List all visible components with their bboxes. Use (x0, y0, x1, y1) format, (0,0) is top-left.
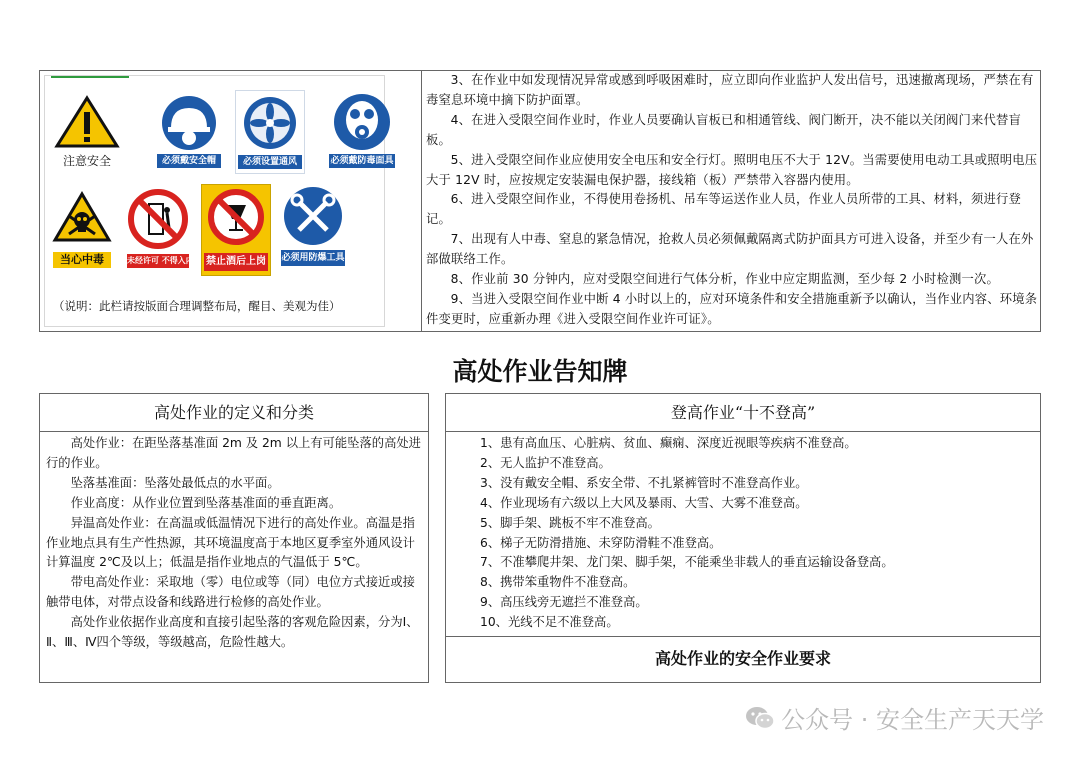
confined-space-table (39, 70, 1041, 332)
skull-warning-icon (51, 190, 113, 244)
definition-paragraph: 带电高处作业：采取地（零）电位或等（同）电位方式接近或接触带电体，对带点设备和线路进行检修的高处作业。 (46, 575, 415, 610)
list-item: 3、没有戴安全帽、系安全带、不扎紧裤管时不准登高作业。 (480, 475, 808, 490)
ten-rules-list (446, 432, 1040, 635)
list-item: 10、光线不足不准登高。 (480, 615, 619, 630)
definition-column (39, 393, 429, 683)
definition-paragraph: 异温高处作业：在高温或低温情况下进行的高处作业。高温是指作业地点具有生产性热源，其环境温度高于本地区夏季室外通风设计计算温度 2℃及以上；低温是指作业地点的气温低于 5℃。 (46, 515, 415, 570)
signs-caption: （说明：此栏请按版面合理调整布局，醒目、美观为佳） (53, 299, 341, 313)
rule-item: 5、进入受限空间作业应使用安全电压和安全行灯。照明电压不大于 12V。当需要使用电动工具或照明电压大于 12V 时，应按规定安装漏电保护器，接线箱（板）严禁带入容器内使用。 (426, 152, 1038, 187)
warning-triangle-icon (51, 94, 123, 150)
no-entry-icon (127, 188, 189, 250)
rule-item: 8、作业前 30 分钟内，应对受限空间进行气体分析，作业中应定期监测，至少每 2 小时检测一次。 (450, 272, 1000, 287)
ten-rules-heading: 登高作业“十不登高” (446, 394, 1040, 432)
definition-paragraph: 坠落基准面：坠落处最低点的水平面。 (70, 475, 280, 490)
no-drinking-sign-label: 禁止酒后上岗 (204, 253, 268, 271)
ventilation-sign-label: 必须设置通风 (238, 155, 302, 169)
ventilation-fan-icon (236, 91, 304, 153)
gas-mask-sign (329, 92, 395, 172)
definition-paragraph: 高处作业依据作业高度和直接引起坠落的客观危险因素，分为Ⅰ、Ⅱ、Ⅲ、Ⅳ四个等级，等级越高，危险性越大。 (46, 615, 419, 650)
definition-paragraph: 高处作业：在距坠落基准面 2m 及 2m 以上有可能坠落的高处进行的作业。 (46, 436, 421, 470)
rule-item: 4、在进入受限空间作业时，作业人员要确认盲板已和相通管线、阀门断开，决不能以关闭阀门来代替盲板。 (426, 112, 1021, 147)
ventilation-sign (235, 90, 305, 174)
tools-icon (281, 184, 345, 248)
list-item: 1、患有高血压、心脏病、贫血、癫痫、深度近视眼等疾病不准登高。 (480, 436, 857, 450)
caution-sign (51, 94, 123, 170)
list-item: 8、携带笨重物件不准登高。 (480, 575, 636, 590)
no-drinking-sign (201, 184, 271, 276)
explosion-proof-tools-sign (281, 184, 345, 272)
list-item: 7、不准攀爬井架、龙门架、脚手架，不能乘坐非载人的垂直运输设备登高。 (480, 555, 894, 570)
rule-item: 3、在作业中如发现情况异常或感到呼吸困难时，应立即向作业监护人发出信号，迅速撤离现场，严禁在有毒窒息环境中摘下防护面罩。 (426, 73, 1034, 107)
helmet-sign (157, 94, 221, 172)
caution-sign-label: 注意安全 (62, 154, 111, 168)
list-item: 9、高压线旁无遮拦不准登高。 (480, 595, 648, 610)
poison-sign-label: 当心中毒 (53, 252, 111, 268)
list-item: 5、脚手架、跳板不牢不准登高。 (480, 515, 660, 530)
no-entry-sign (127, 188, 194, 274)
wechat-icon (745, 705, 775, 737)
confined-space-rules (424, 71, 1040, 331)
list-item: 4、作业现场有六级以上大风及暴雨、大雪、大雾不准登高。 (480, 495, 808, 510)
poison-sign (51, 190, 113, 272)
list-item: 6、梯子无防滑措施、未穿防滑鞋不准登高。 (480, 535, 722, 550)
safety-signs-panel (44, 75, 394, 327)
watermark (745, 700, 1044, 737)
green-accent-line (51, 76, 129, 78)
gas-mask-sign-label: 必须戴防毒面具 (330, 156, 394, 166)
safety-requirements-heading: 高处作业的安全作业要求 (446, 636, 1040, 682)
helmet-sign-label: 必须戴安全帽 (157, 154, 221, 168)
gas-mask-icon (329, 92, 395, 152)
page-title: 高处作业告知牌 (452, 357, 628, 386)
safety-signs-cell (40, 71, 422, 331)
rule-item: 6、进入受限空间作业，不得使用卷扬机、吊车等运送作业人员，作业人员所带的工具、材料，须进行登记。 (426, 192, 1021, 227)
height-work-table (39, 393, 1041, 683)
definition-body (40, 432, 428, 653)
definition-heading: 高处作业的定义和分类 (40, 394, 428, 432)
rule-item: 9、当进入受限空间作业中断 4 小时以上的，应对环境条件和安全措施重新予以确认，当作业内容、环境条件变更时，应重新办理《进入受限空间作业许可证》。 (426, 291, 1038, 326)
ten-rules-column (445, 393, 1041, 683)
no-entry-sign-label: 未经许可 不得入内 (127, 254, 189, 268)
watermark-text: 公众号 · 安全生产天天学 (781, 706, 1044, 734)
definition-paragraph: 作业高度：从作业位置到坠落基准面的垂直距离。 (70, 495, 342, 510)
helmet-icon (157, 94, 221, 152)
rule-item: 7、出现有人中毒、窒息的紧急情况，抢救人员必须佩戴隔离式防护面具方可进入设备，并至少有一人在外部做联络工作。 (426, 232, 1034, 267)
list-item: 2、无人监护不准登高。 (480, 455, 611, 470)
tools-sign-label: 必须用防爆工具 (281, 250, 345, 266)
no-drinking-icon (202, 185, 270, 249)
